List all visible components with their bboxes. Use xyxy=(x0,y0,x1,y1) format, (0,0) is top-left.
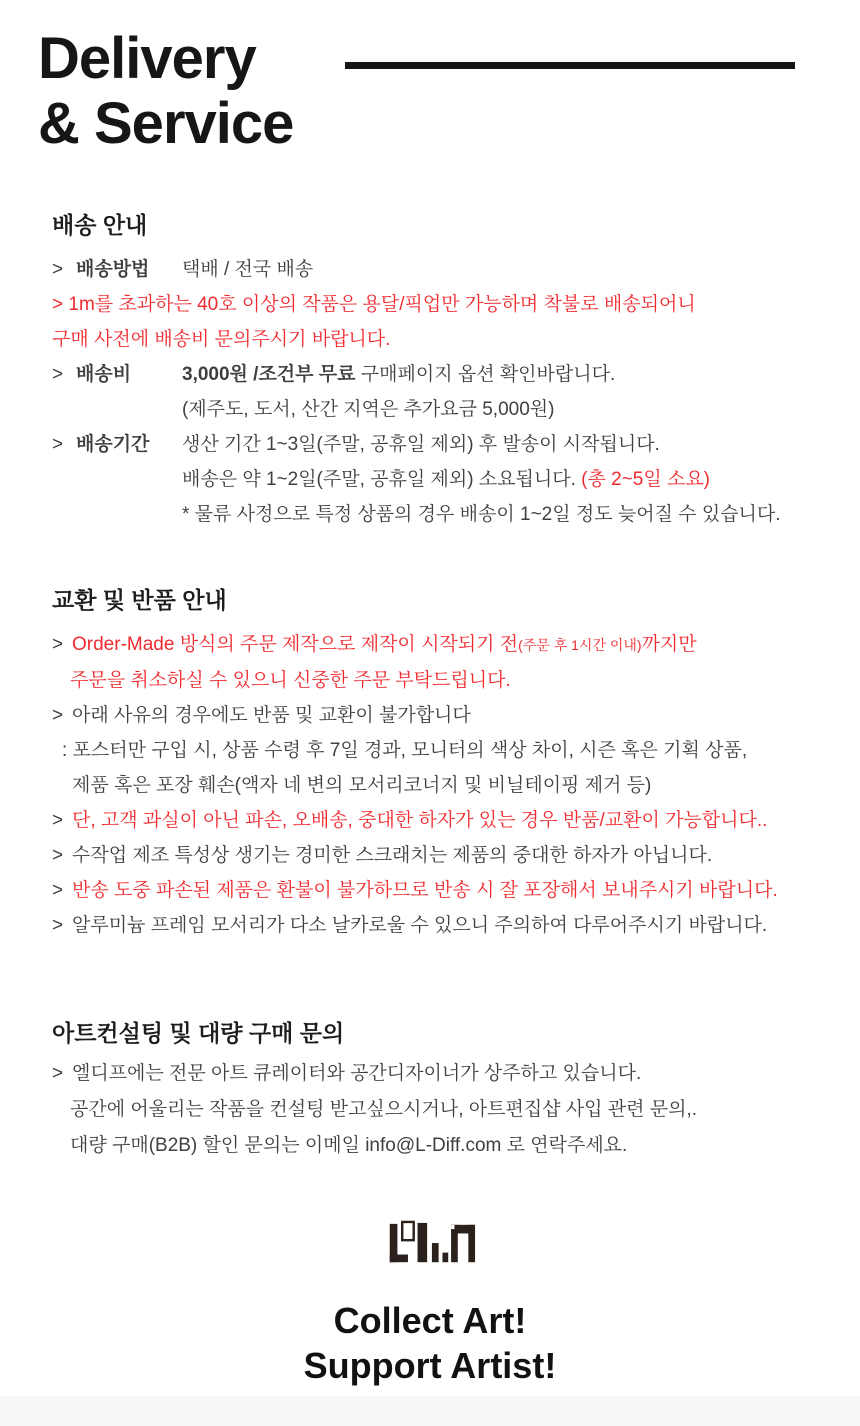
returns-line3-text: 아래 사유의 경우에도 반품 및 교환이 불가합니다 xyxy=(72,705,471,726)
bullet-marker: > xyxy=(52,880,64,901)
returns-line4: : 포스터만 구입 시, 상품 수령 후 7일 경과, 모니터의 색상 차이, 시즌 혹은 기획 상품, xyxy=(62,740,748,761)
page-title-line2: & Service xyxy=(38,91,294,156)
returns-line9 xyxy=(52,908,824,943)
bullet-marker: > xyxy=(52,705,64,726)
oversize-notice-line1: > 1m를 초과하는 40호 이상의 작품은 용달/픽업만 가능하며 착불로 배송되어니 xyxy=(52,294,696,315)
returns-line5: 제품 혹은 포장 훼손(액자 네 변의 모서리코너지 및 비닐테이핑 제거 등) xyxy=(72,775,652,796)
shipping-section xyxy=(52,252,824,532)
shipping-method-row xyxy=(52,252,824,287)
content xyxy=(0,210,860,1164)
returns-line1 xyxy=(52,627,824,663)
footer-logo-wrap xyxy=(0,1219,860,1274)
shipping-fee-value xyxy=(182,357,824,427)
shipping-period-label: 배송기간 xyxy=(76,434,150,455)
consulting-line3: 대량 구매(B2B) 할인 문의는 이메일 info@L-Diff.com 로 연락주세요. xyxy=(70,1135,628,1156)
returns-line7 xyxy=(52,838,824,873)
shipping-period-total-days: (총 2~5일 소요) xyxy=(581,469,710,490)
oversize-notice-line2: 구매 사전에 배송비 문의주시기 바랍니다. xyxy=(52,329,391,350)
shipping-fee-label: 배송비 xyxy=(76,364,132,385)
shipping-method-label: 배송방법 xyxy=(76,259,150,280)
bullet-marker: > xyxy=(52,434,64,455)
shipping-period-line3: * 물류 사정으로 특정 상품의 경우 배송이 1~2일 정도 늦어질 수 있습니다. xyxy=(182,504,781,525)
shipping-period-line2 xyxy=(182,462,824,497)
returns-line6-text: 단, 고객 과실이 아닌 파손, 오배송, 중대한 하자가 있는 경우 반품/교환이 가능합니다.. xyxy=(72,810,768,831)
shipping-method-value: 택배 / 전국 배송 xyxy=(182,259,314,280)
returns-line2: 주문을 취소하실 수 있으니 신중한 주문 부탁드립니다. xyxy=(70,670,511,691)
shipping-fee-note: 구매페이지 옵션 확인바랍니다. xyxy=(355,364,616,385)
bullet-marker: > xyxy=(52,915,64,936)
returns-line7-text: 수작업 제조 특성상 생기는 경미한 스크래치는 제품의 중대한 하자가 아닙니다. xyxy=(72,845,713,866)
returns-line8 xyxy=(52,873,824,908)
consulting-line1-text: 엘디프에는 전문 아트 큐레이터와 공간디자이너가 상주하고 있습니다. xyxy=(72,1063,642,1084)
consulting-section-heading: 아트컨설팅 및 대량 구매 문의 xyxy=(52,1020,345,1046)
consulting-section xyxy=(52,1056,824,1164)
shipping-fee-extra: (제주도, 도서, 산간 지역은 추가요금 5,000원) xyxy=(182,399,555,420)
bullet-marker: > xyxy=(52,259,64,280)
returns-line8-text: 반송 도중 파손된 제품은 환불이 불가하므로 반송 시 잘 포장해서 보내주시기 바랍니다. xyxy=(72,880,778,901)
shipping-period-line1: 생산 기간 1~3일(주말, 공휴일 제외) 후 발송이 시작됩니다. xyxy=(182,434,660,455)
footer-slogan xyxy=(0,1298,860,1388)
consulting-line2: 공간에 어울리는 작품을 컨설팅 받고싶으시거나, 아트편집샵 사입 관련 문의,. xyxy=(70,1099,698,1120)
page-title-line1: Delivery xyxy=(38,26,256,91)
order-made-notice: Order-Made 방식의 주문 제작으로 제작이 시작되기 전 xyxy=(72,634,519,655)
l-diff-logo-icon xyxy=(384,1219,476,1269)
shipping-fee-line1 xyxy=(182,357,824,392)
bullet-marker: > xyxy=(52,1063,64,1084)
bullet-marker: > xyxy=(52,634,64,655)
shipping-fee-amount: 3,000원 /조건부 무료 xyxy=(182,364,356,385)
slogan-line1: Collect Art! xyxy=(333,1300,527,1341)
returns-line1-text xyxy=(72,627,697,663)
returns-section xyxy=(52,627,824,943)
bullet-marker: > xyxy=(52,845,64,866)
shipping-section-heading: 배송 안내 xyxy=(52,212,148,238)
bullet-marker: > xyxy=(52,364,64,385)
slogan-line2: Support Artist! xyxy=(303,1345,557,1386)
returns-section-heading: 교환 및 반품 안내 xyxy=(52,587,227,613)
consulting-line1 xyxy=(52,1056,824,1092)
shipping-period-value xyxy=(182,427,824,532)
bullet-marker: > xyxy=(52,810,64,831)
title-rule xyxy=(345,62,795,69)
shipping-period-row xyxy=(52,427,824,532)
returns-line6 xyxy=(52,803,824,838)
shipping-period-line2-text: 배송은 약 1~2일(주말, 공휴일 제외) 소요됩니다. xyxy=(182,469,582,490)
page-title-block xyxy=(0,0,860,156)
bottom-strip xyxy=(0,1396,860,1426)
returns-line9-text: 알루미늄 프레임 모서리가 다소 날카로울 수 있으니 주의하여 다루어주시기 바랍니다. xyxy=(72,915,768,936)
returns-line3 xyxy=(52,698,824,733)
shipping-fee-row xyxy=(52,357,824,427)
cancel-window-note: (주문 후 1시간 이내) xyxy=(518,637,642,653)
order-made-notice-end: 까지만 xyxy=(641,634,697,655)
